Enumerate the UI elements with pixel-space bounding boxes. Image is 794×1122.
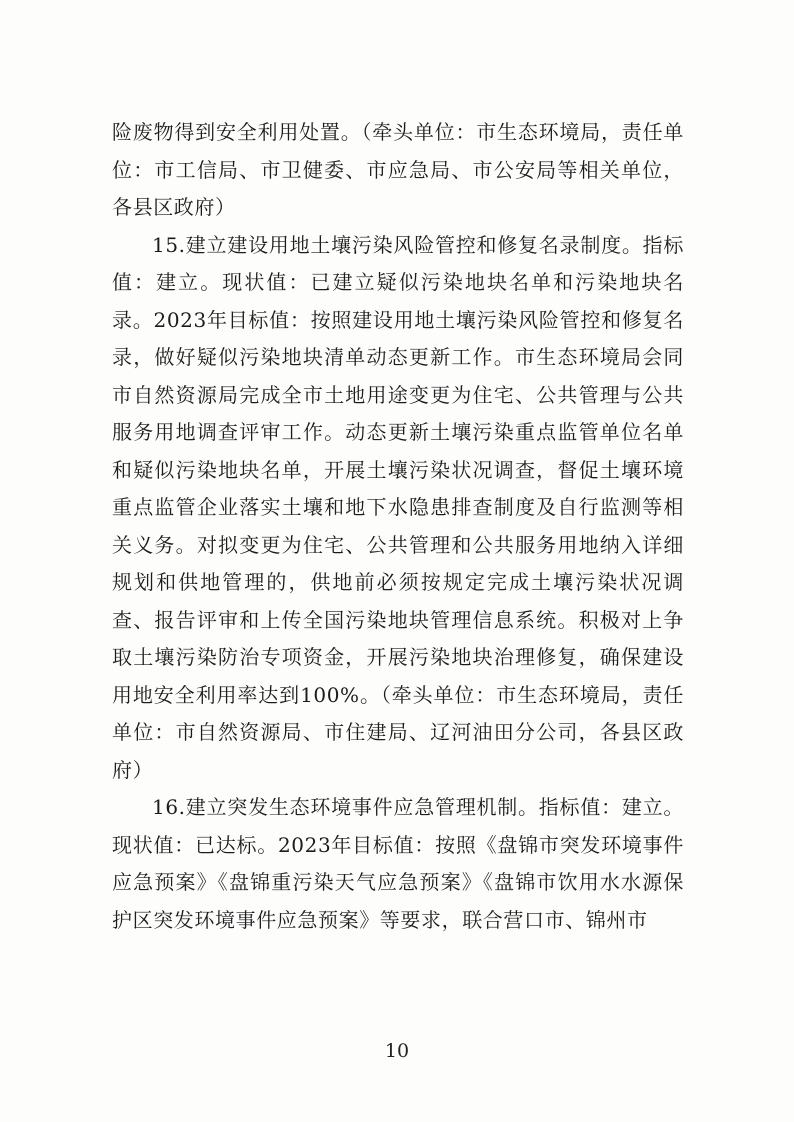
document-body [112,114,684,939]
paragraph-item-16: 16.建立突发生态环境事件应急管理机制。指标值：建立。现状值：已达标。2023年目标值：按照《盘锦市突发环境事件应急预案》《盘锦重污染天气应急预案》《盘锦市饮用水水源保护区突发环境事件应急预案》等要求，联合营口市、锦州市 [112,795,684,932]
paragraph-continued: 险废物得到安全利用处置。（牵头单位：市生态环境局，责任单位：市工信局、市卫健委、市应急局、市公安局等相关单位，各县区政府） [112,120,684,219]
page-number: 10 [384,1040,410,1062]
paragraph-item-15: 15.建立建设用地土壤污染风险管控和修复名录制度。指标值：建立。现状值：已建立疑似污染地块名单和污染地块名录。2023年目标值：按照建设用地土壤污染风险管控和修复名录，做好疑似污染地块清单动态更新工作。市生态环境局会同市自然资源局完成全市土地用途变更为住宅、公共管理与公共服务用地调查评审工作。动态更新土壤污染重点监管单位名单和疑似污染地块名单，开展土壤污染状况调查，督促土壤环境重点监管企业落实土壤和地下水隐患排查制度及自行监测等相关义务。对拟变更为住宅、公共管理和公共服务用地纳入详细规划和供地管理的，供地前必须按规定完成土壤污染状况调查、报告评审和上传全国污染地块管理信息系统。积极对上争取土壤污染防治专项资金，开展污染地块治理修复，确保建设用地安全利用率达到100%。（牵头单位：市生态环境局，责任单位：市自然资源局、市住建局、辽河油田分公司，各县区政府） [112,232,684,782]
